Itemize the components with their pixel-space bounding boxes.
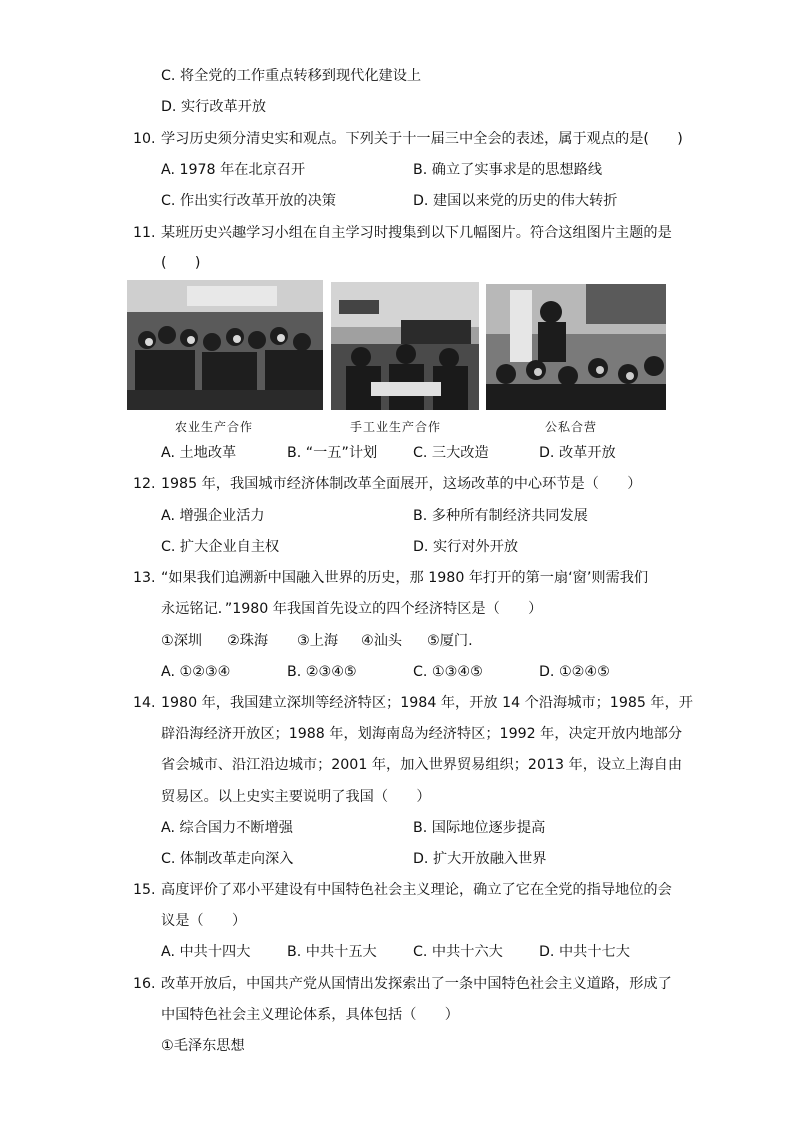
q10-stem: 学习历史须分清史实和观点。下列关于十一届三中全会的表述，属于观点的是( ) xyxy=(161,131,683,147)
q16-item-1: ①毛泽东思想 xyxy=(161,1038,245,1054)
q11-stem-line2: ( ) xyxy=(161,255,201,271)
q15-number: 15. xyxy=(133,882,156,898)
q12-number: 12. xyxy=(133,476,156,492)
q11-option-c: C. 三大改造 xyxy=(413,445,489,461)
q13-option-b: B. ②③④⑤ xyxy=(287,664,357,680)
photo-joint-public-private xyxy=(486,284,666,410)
q14-option-c: C. 体制改革走向深入 xyxy=(161,851,294,867)
caption-photo-3: 公私合营 xyxy=(545,420,598,434)
q15-stem-line2: 议是（ ） xyxy=(161,913,247,929)
q13-option-a: A. ①②③④ xyxy=(161,664,231,680)
q10-option-b: B. 确立了实事求是的思想路线 xyxy=(413,162,603,178)
q16-stem-line1: 改革开放后，中国共产党从国情出发探索出了一条中国特色社会主义道路，形成了 xyxy=(161,976,672,992)
q10-number: 10. xyxy=(133,131,156,147)
q11-option-a: A. 土地改革 xyxy=(161,445,237,461)
caption-photo-1: 农业生产合作 xyxy=(175,420,254,434)
q13-stem-line2: 永远铭记．”1980 年我国首先设立的四个经济特区是（ ） xyxy=(161,601,543,617)
q14-option-d: D. 扩大开放融入世界 xyxy=(413,851,547,867)
photo-handicraft-cooperative xyxy=(331,282,479,410)
q15-stem-line1: 高度评价了邓小平建设有中国特色社会主义理论，确立了它在全党的指导地位的会 xyxy=(161,882,672,898)
q15-option-d: D. 中共十七大 xyxy=(539,944,630,960)
q12-option-b: B. 多种所有制经济共同发展 xyxy=(413,508,588,524)
q10-option-d: D. 建国以来党的历史的伟大转折 xyxy=(413,193,618,209)
q15-option-b: B. 中共十五大 xyxy=(287,944,377,960)
q14-stem-line1: 1980 年，我国建立深圳等经济特区；1984 年，开放 14 个沿海城市；1985 年，开 xyxy=(161,695,693,711)
q9-option-d: D. 实行改革开放 xyxy=(161,99,267,115)
q14-option-b: B. 国际地位逐步提高 xyxy=(413,820,546,836)
q16-number: 16. xyxy=(133,976,156,992)
q13-item-2: ②珠海 xyxy=(227,633,269,649)
q13-option-c: C. ①③④⑤ xyxy=(413,664,483,680)
q13-option-d: D. ①②④⑤ xyxy=(539,664,610,680)
q10-option-a: A. 1978 年在北京召开 xyxy=(161,162,306,178)
q11-stem-line1: 某班历史兴趣学习小组在自主学习时搜集到以下几幅图片。符合这组图片主题的是 xyxy=(161,225,672,241)
q12-option-a: A. 增强企业活力 xyxy=(161,508,265,524)
q14-number: 14. xyxy=(133,695,156,711)
q12-option-d: D. 实行对外开放 xyxy=(413,539,519,555)
q15-option-a: A. 中共十四大 xyxy=(161,944,251,960)
q13-item-4: ④汕头 xyxy=(361,633,403,649)
q15-option-c: C. 中共十六大 xyxy=(413,944,503,960)
photo-agricultural-cooperative xyxy=(127,280,323,410)
q13-number: 13. xyxy=(133,570,156,586)
q13-item-5: ⑤厦门. xyxy=(427,633,473,649)
caption-photo-2: 手工业生产合作 xyxy=(350,420,442,434)
q9-option-c: C. 将全党的工作重点转移到现代化建设上 xyxy=(161,68,422,84)
q14-stem-line4: 贸易区。以上史实主要说明了我国（ ） xyxy=(161,789,431,805)
q14-stem-line2: 辟沿海经济开放区；1988 年，划海南岛为经济特区；1992 年，决定开放内地部分 xyxy=(161,726,683,742)
q13-item-3: ③上海 xyxy=(297,633,339,649)
q13-item-1: ①深圳 xyxy=(161,633,203,649)
q11-option-b: B. “一五”计划 xyxy=(287,445,378,461)
q13-stem-line1: “如果我们追溯新中国融入世界的历史，那 1980 年打开的第一扇‘窗’则需我们 xyxy=(161,570,649,586)
q11-option-d: D. 改革开放 xyxy=(539,445,616,461)
q14-option-a: A. 综合国力不断增强 xyxy=(161,820,293,836)
q14-stem-line3: 省会城市、沿江沿边城市；2001 年，加入世界贸易组织；2013 年，设立上海自由 xyxy=(161,757,683,773)
q12-option-c: C. 扩大企业自主权 xyxy=(161,539,280,555)
q10-option-c: C. 作出实行改革开放的决策 xyxy=(161,193,336,209)
q11-number: 11. xyxy=(133,225,156,241)
q16-stem-line2: 中国特色社会主义理论体系，具体包括（ ） xyxy=(161,1007,459,1023)
q12-stem: 1985 年，我国城市经济体制改革全面展开，这场改革的中心环节是（ ） xyxy=(161,476,642,492)
